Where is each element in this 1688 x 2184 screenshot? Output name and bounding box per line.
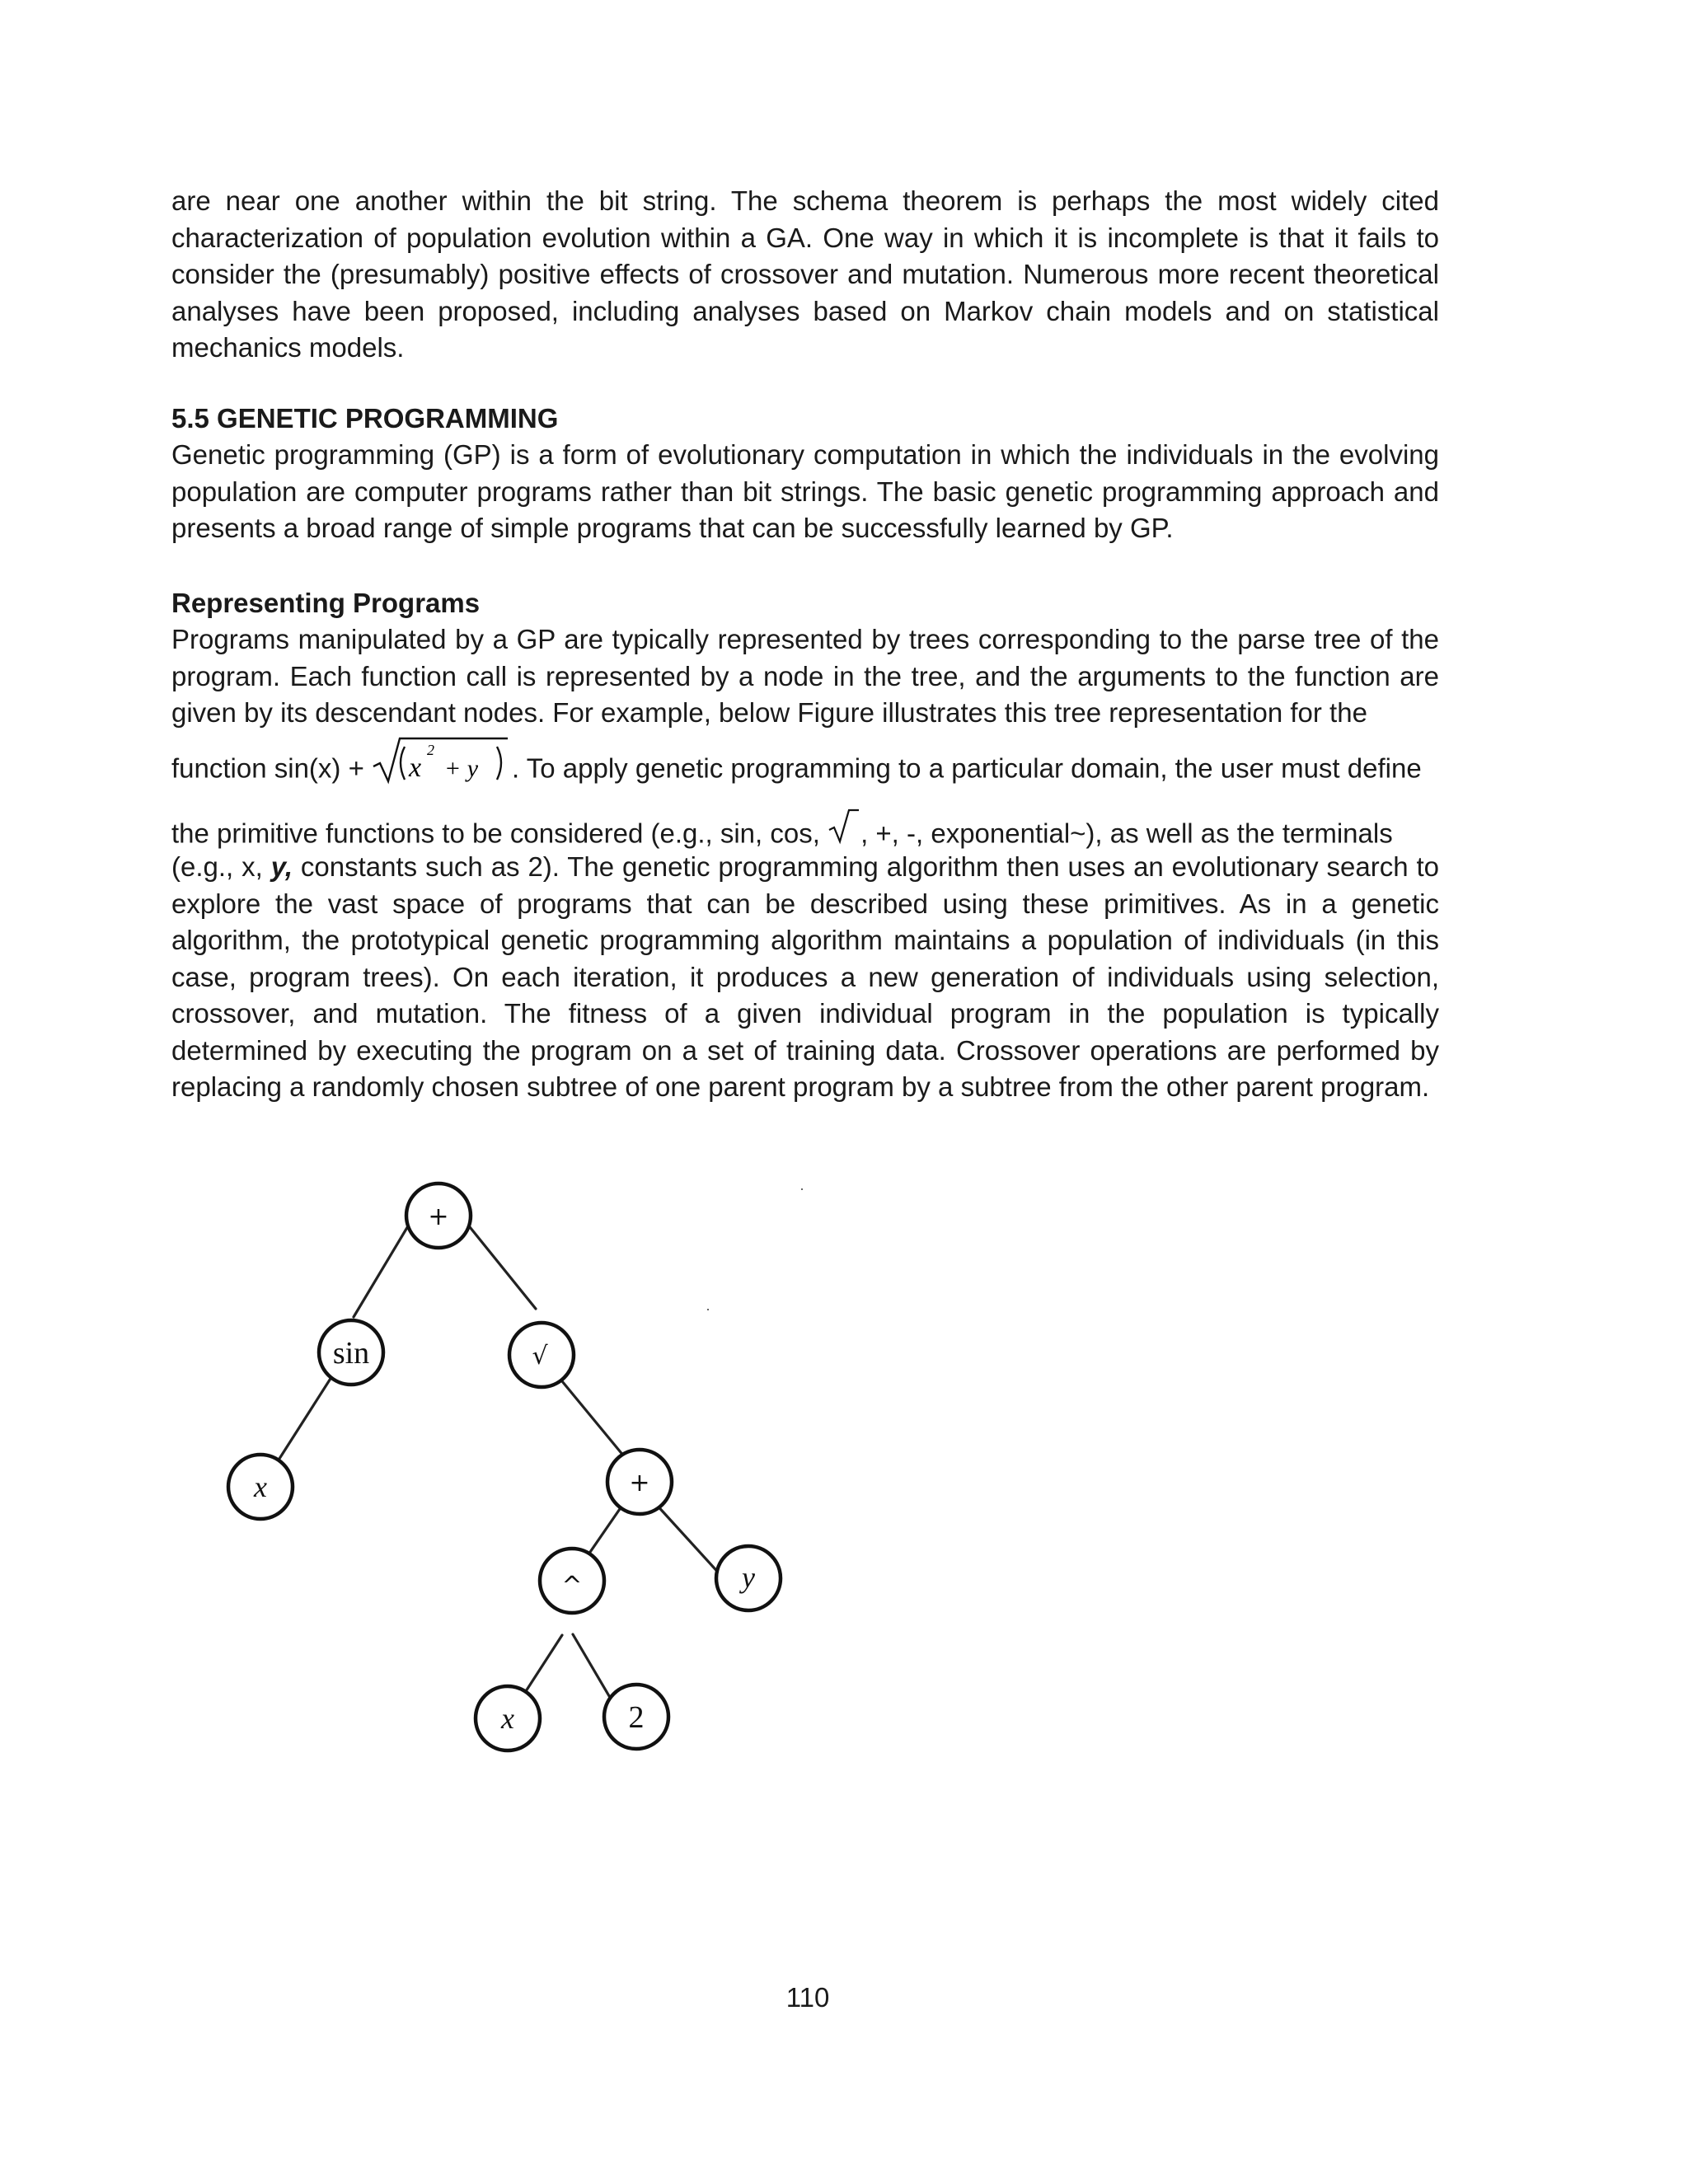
node-sin-label: sin — [332, 1336, 370, 1371]
tree-node-plus2 — [607, 1450, 672, 1514]
scan-speck — [801, 1188, 803, 1190]
primitives-after: , +, -, exponential~), as well as the terminals — [860, 818, 1393, 849]
tree-node-two — [604, 1685, 668, 1749]
tree-node-sin — [319, 1320, 383, 1385]
edge-sqrt-plus — [562, 1381, 628, 1461]
intro-paragraph: are near one another within the bit string. The schema theorem is perhaps the most widely cited characterization of population evolution within a GA. One way in which it is incomplete is that it fails to consider the (presumably) positive effects of crossover and mutation. Numerous more recent theoretical analyses have been proposed, including analyses based on Markov chain models and on statistical mechanics models. — [171, 185, 1439, 363]
primitives-before: the primitive functions to be considered (e.g., sin, cos, — [171, 818, 820, 849]
representing-paragraph-1: Programs manipulated by a GP are typically represented by trees corresponding to the parse tree of the program. Each function call is represented by a node in the tree, and the arguments to the function are given by its descendant nodes. For example, below Figure illustrates this tree representation for the — [171, 624, 1439, 728]
tree-node-x2 — [476, 1686, 540, 1750]
tree-node-y — [716, 1546, 781, 1610]
sqrt-formula — [372, 735, 512, 796]
edge-plus-y — [654, 1502, 722, 1577]
function-line-tail: . To apply genetic programming to a particular domain, the user must define — [512, 752, 1422, 784]
formula-x: x — [409, 752, 422, 783]
formula-exponent: 2 — [427, 742, 435, 758]
scan-speck — [707, 1309, 709, 1310]
terminals-paragraph — [171, 849, 1439, 1106]
sqrt-symbol-icon — [372, 735, 512, 786]
tree-node-sqrt — [509, 1323, 574, 1387]
node-root-label: + — [428, 1202, 449, 1231]
small-sqrt-icon — [828, 807, 860, 845]
node-pow-label: ^ — [561, 1572, 583, 1601]
section-heading: 5.5 GENETIC PROGRAMMING — [171, 403, 559, 434]
terminal-y: y, — [270, 851, 293, 882]
function-prefix: function sin(x) + — [171, 752, 364, 784]
node-x2-label: x — [501, 1702, 514, 1735]
sqrt-glyph — [828, 807, 860, 855]
node-plus2-label: + — [629, 1469, 650, 1497]
node-y-label: y — [742, 1561, 755, 1594]
gp-paragraph: Genetic programming (GP) is a form of evolutionary computation in which the individuals in the evolving population are computer programs rather than bit strings. The basic genetic programming approach and presents a broad range of simple programs that can be successfully learned by GP. — [171, 439, 1439, 543]
tree-node-pow — [540, 1549, 604, 1613]
terminals-before: (e.g., x, — [171, 851, 263, 882]
node-two-label: 2 — [628, 1700, 645, 1735]
node-x1-label: x — [254, 1470, 267, 1503]
edge-sin-x — [278, 1375, 333, 1461]
terminals-after: constants such as 2). The genetic programming algorithm then uses an evolutionary search to explore the vast space of programs that can be described using these primitives. As in a genetic algorithm, the prototypical genetic programming algorithm maintains a population of individuals (in this case, program trees). On each iteration, it produces a new generation of individuals using selection, crossover, and mutation. The fitness of a given individual program in the population is typically determined by executing the program on a set of training data. Crossover operations are performed by replacing a randomly chosen subtree of one parent program by a subtree from the other parent program. — [171, 851, 1440, 1102]
node-sqrt-label: √ — [532, 1342, 548, 1371]
program-tree-figure — [216, 1177, 809, 1770]
formula-plus-y: + y — [444, 755, 479, 782]
tree-node-root — [406, 1183, 471, 1248]
subsection-heading: Representing Programs — [171, 588, 481, 618]
page-number: 110 — [785, 1982, 830, 2013]
function-line — [171, 740, 1439, 801]
edge-root-sqrt — [460, 1215, 536, 1309]
tree-node-x1 — [228, 1455, 293, 1519]
